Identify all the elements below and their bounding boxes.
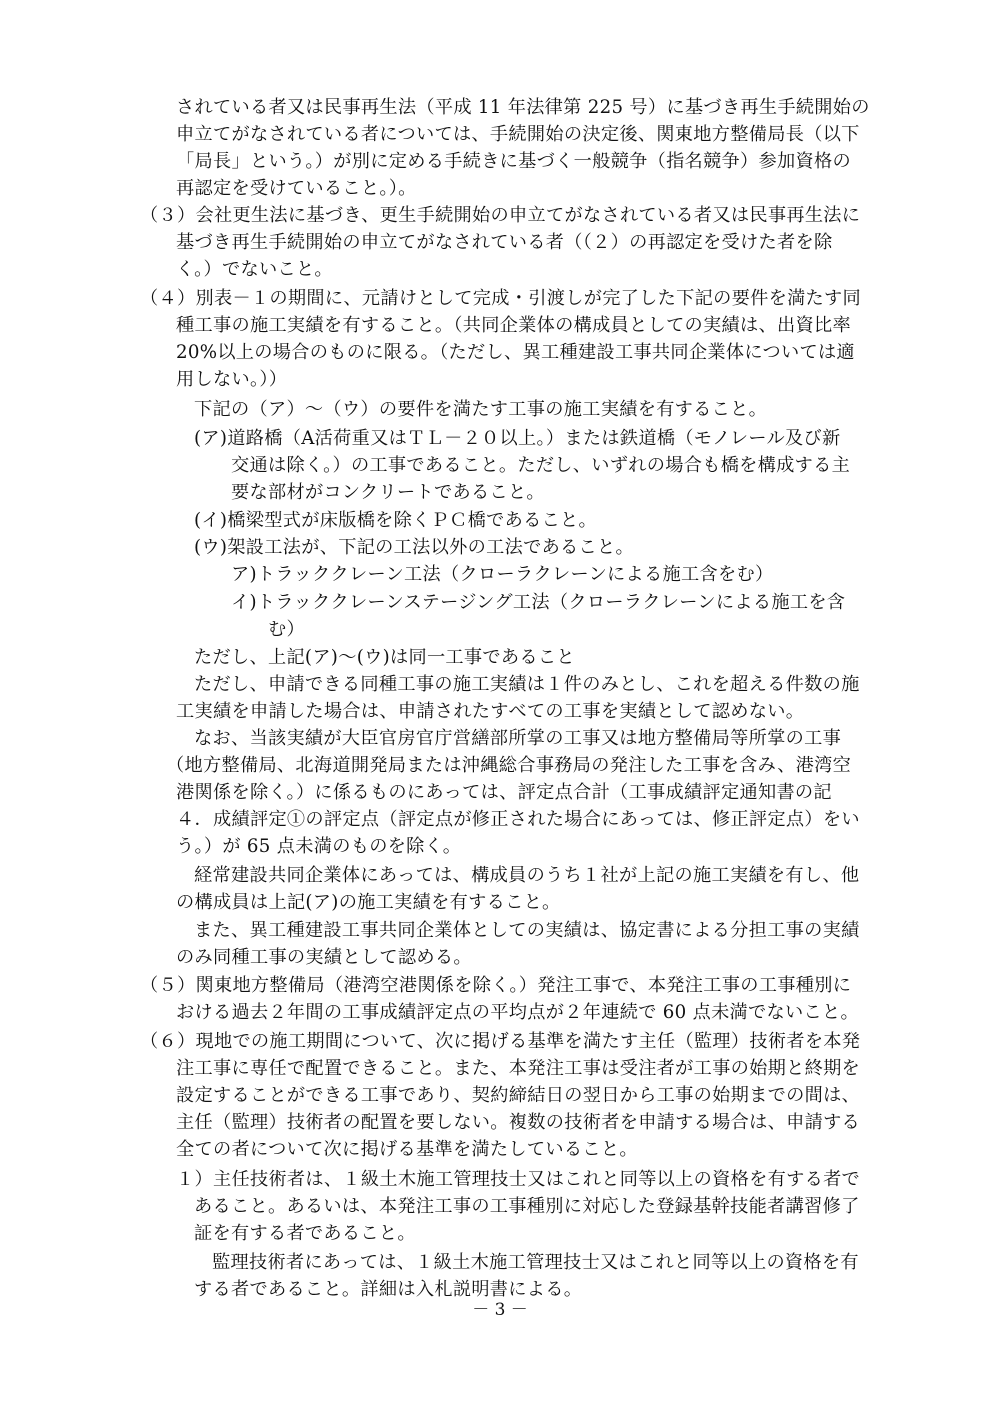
text-line: 経常建設共同企業体にあっては、構成員のうち１社が上記の施工実績を有し、他 xyxy=(194,865,860,886)
text-line: 基づき再生手続開始の申立てがなされている者（（２）の再認定を受けた者を除 xyxy=(176,232,833,253)
item-a: (ア)道路橋（A活荷重又はＴＬ－２０以上。）または鉄道橋（モノレール及び新 xyxy=(194,428,841,449)
text-line: 工実績を申請した場合は、申請されたすべての工事を実績として認めない。 xyxy=(176,701,805,722)
text-line: されている者又は民事再生法（平成 11 年法律第 225 号）に基づき再生手続開始の xyxy=(176,97,870,118)
item-i: (イ)橋梁型式が床版橋を除くＰＣ橋であること。 xyxy=(194,510,598,531)
section-3-heading: （３）会社更生法に基づき、更生手続開始の申立てがなされている者又は民事再生法に xyxy=(140,205,861,226)
item-u: (ウ)架設工法が、下記の工法以外の工法であること。 xyxy=(194,537,635,558)
text-line: 主任（監理）技術者の配置を要しない。複数の技術者を申請する場合は、申請する xyxy=(176,1112,861,1133)
text-line: 設定することができる工事であり、契約締結日の翌日から工事の始期までの間は、 xyxy=(176,1085,861,1106)
text-line: 下記の（ア）～（ウ）の要件を満たす工事の施工実績を有すること。 xyxy=(194,399,768,420)
text-line: あること。あるいは、本発注工事の工事種別に対応した登録基幹技能者講習修了 xyxy=(194,1196,860,1217)
text-line: 全ての者について次に掲げる基準を満たしていること。 xyxy=(176,1139,638,1160)
text-line: 用しない。）） xyxy=(176,369,288,390)
text-line: また、異工種建設工事共同企業体としての実績は、協定書による分担工事の実績 xyxy=(194,920,860,941)
text-line: 注工事に専任で配置できること。また、本発注工事は受注者が工事の始期と終期を xyxy=(176,1058,861,1079)
text-line: 20%以上の場合のものに限る。（ただし、異工種建設工事共同企業体については適 xyxy=(176,342,855,363)
text-line: 監理技術者にあっては、１級土木施工管理技士又はこれと同等以上の資格を有 xyxy=(212,1252,859,1273)
text-line: 種工事の施工実績を有すること。（共同企業体の構成員としての実績は、出資比率 xyxy=(176,315,851,336)
text-line: く。）でないこと。 xyxy=(176,259,333,280)
sub-item-a: ア)トラッククレーン工法（クローラクレーンによる施工含をむ） xyxy=(231,564,774,585)
section-6-heading: （６）現地での施工期間について、次に掲げる基準を満たす主任（監理）技術者を本発 xyxy=(140,1031,861,1052)
text-line: 申立てがなされている者については、手続開始の決定後、関東地方整備局長（以下 xyxy=(176,124,860,145)
text-line: （地方整備局、北海道開発局または沖縄総合事務局の発注した工事を含み、港湾空 xyxy=(166,755,852,776)
text-line: の構成員は上記(ア)の施工実績を有すること。 xyxy=(176,892,561,913)
text-line: する者であること。詳細は入札説明書による。 xyxy=(194,1279,583,1300)
page-number: － 3 － xyxy=(472,1300,528,1320)
sub-section-1-heading: １）主任技術者は、１級土木施工管理技士又はこれと同等以上の資格を有する者で xyxy=(176,1169,861,1190)
text-line: なお、当該実績が大臣官房官庁営繕部所掌の工事又は地方整備局等所掌の工事 xyxy=(194,728,842,749)
text-line: 交通は除く。）の工事であること。ただし、いずれの場合も橋を構成する主 xyxy=(231,455,851,476)
section-4-heading: （４）別表－１の期間に、元請けとして完成・引渡しが完了した下記の要件を満たす同 xyxy=(140,288,862,309)
text-line: む） xyxy=(268,619,305,640)
text-line: 再認定を受けていること。）。 xyxy=(176,178,417,199)
sub-item-i: イ)トラッククレーンステージング工法（クローラクレーンによる施工を含 xyxy=(231,592,846,613)
text-line: 「局長」という。）が別に定める手続きに基づく一般競争（指名競争）参加資格の xyxy=(176,151,851,172)
text-line: う。）が 65 点未満のものを除く。 xyxy=(176,836,462,857)
text-line: ４．成績評定①の評定点（評定点が修正された場合にあっては、修正評定点）をい xyxy=(176,809,860,830)
text-line: 要な部材がコンクリートであること。 xyxy=(231,482,545,503)
text-line: 港関係を除く。）に係るものにあっては、評定点合計（工事成績評定通知書の記 xyxy=(176,782,832,803)
text-line: おける過去２年間の工事成績評定点の平均点が２年連続で 60 点未満でないこと。 xyxy=(176,1002,859,1023)
text-line: ただし、上記(ア)～(ウ)は同一工事であること xyxy=(194,647,575,668)
text-line: 証を有する者であること。 xyxy=(194,1223,416,1244)
section-5-heading: （５）関東地方整備局（港湾空港関係を除く。）発注工事で、本発注工事の工事種別に xyxy=(140,975,852,996)
text-line: のみ同種工事の実績として認める。 xyxy=(176,947,472,968)
text-line: ただし、申請できる同種工事の施工実績は１件のみとし、これを超える件数の施 xyxy=(194,674,860,695)
